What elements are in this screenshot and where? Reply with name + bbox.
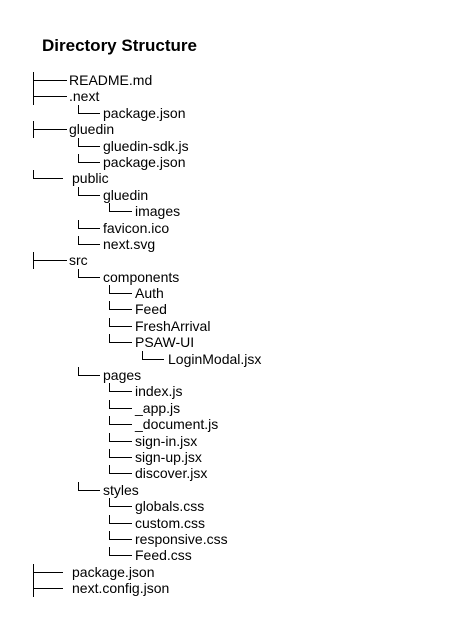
tree-connector xyxy=(109,301,132,317)
tree-connector xyxy=(109,433,132,449)
tree-connector xyxy=(109,449,132,465)
tree-connector xyxy=(78,367,100,383)
tree-item xyxy=(0,334,474,350)
tree-connector xyxy=(33,170,63,186)
tree-item-label: next.svg xyxy=(103,235,156,252)
tree-item xyxy=(0,547,474,563)
tree-connector xyxy=(109,383,132,399)
tree-item-label: next.config.json xyxy=(72,580,170,597)
tree-item xyxy=(0,154,474,170)
tree-item-label: Auth xyxy=(135,285,164,302)
tree-item xyxy=(0,236,474,252)
tree-item-label: README.md xyxy=(69,72,153,88)
tree-item xyxy=(0,498,474,514)
tree-connector xyxy=(78,220,100,236)
tree-item xyxy=(0,482,474,498)
tree-item xyxy=(0,383,474,399)
tree-item-label: responsive.css xyxy=(135,530,228,547)
tree-item xyxy=(0,88,474,104)
tree-item xyxy=(0,301,474,317)
tree-item-label: gluedin xyxy=(69,121,115,138)
tree-connector xyxy=(109,400,132,416)
directory-tree xyxy=(0,72,474,597)
tree-item-label: sign-in.jsx xyxy=(135,432,198,449)
tree-connector xyxy=(33,72,67,88)
tree-connector xyxy=(109,547,132,563)
tree-item xyxy=(0,105,474,121)
tree-connector xyxy=(33,564,63,580)
tree-item xyxy=(0,318,474,334)
tree-item-label: package.json xyxy=(72,563,155,580)
tree-item xyxy=(0,121,474,137)
tree-connector xyxy=(109,285,132,301)
tree-connector xyxy=(109,531,132,547)
tree-connector xyxy=(109,465,132,481)
tree-connector xyxy=(109,416,132,432)
tree-item-label: index.js xyxy=(135,383,183,400)
tree-item-label: sign-up.jsx xyxy=(135,448,202,465)
tree-item xyxy=(0,203,474,219)
tree-item-label: styles xyxy=(103,481,139,498)
tree-item-label: _document.js xyxy=(135,416,219,433)
tree-connector xyxy=(109,203,132,219)
tree-connector xyxy=(33,88,67,104)
tree-connector xyxy=(33,252,67,268)
tree-item-label: discover.jsx xyxy=(135,465,208,482)
tree-connector xyxy=(78,269,100,285)
tree-item xyxy=(0,220,474,236)
tree-item-label: favicon.ico xyxy=(103,219,170,236)
tree-connector xyxy=(142,351,164,367)
tree-item-label: package.json xyxy=(103,153,186,170)
tree-connector xyxy=(109,498,132,514)
tree-item xyxy=(0,564,474,580)
tree-connector xyxy=(33,580,63,596)
tree-item-label: Feed.css xyxy=(135,547,192,564)
tree-item-label: PSAW-UI xyxy=(135,334,195,351)
tree-item-label: Feed xyxy=(135,301,167,318)
tree-item xyxy=(0,580,474,596)
tree-item xyxy=(0,367,474,383)
tree-connector xyxy=(109,515,132,531)
tree-item xyxy=(0,187,474,203)
tree-connector xyxy=(33,121,67,137)
tree-connector xyxy=(78,236,100,252)
tree-connector xyxy=(109,334,132,350)
tree-item-label: gluedin-sdk.js xyxy=(103,137,189,154)
tree-item xyxy=(0,433,474,449)
tree-connector xyxy=(78,154,100,170)
tree-item-label: pages xyxy=(103,367,142,384)
tree-item xyxy=(0,416,474,432)
tree-connector xyxy=(78,105,100,121)
tree-item xyxy=(0,252,474,268)
tree-item-label: public xyxy=(72,170,109,187)
tree-item xyxy=(0,531,474,547)
tree-item-label: images xyxy=(135,203,181,220)
tree-item-label: .next xyxy=(69,88,100,105)
tree-item-label: components xyxy=(103,268,180,285)
tree-connector xyxy=(78,138,100,154)
tree-item-label: FreshArrival xyxy=(135,317,211,334)
tree-item xyxy=(0,170,474,186)
tree-connector xyxy=(78,482,100,498)
tree-item-label: globals.css xyxy=(135,498,205,515)
tree-item-label: gluedin xyxy=(103,186,149,203)
tree-item xyxy=(0,351,474,367)
tree-item-label: _app.js xyxy=(135,399,181,416)
tree-connector xyxy=(78,187,100,203)
tree-item xyxy=(0,465,474,481)
tree-connector xyxy=(109,318,132,334)
tree-item-label: custom.css xyxy=(135,514,206,531)
tree-item xyxy=(0,269,474,285)
tree-item xyxy=(0,72,474,88)
tree-item xyxy=(0,400,474,416)
tree-item-label: src xyxy=(69,252,88,269)
tree-item xyxy=(0,138,474,154)
tree-item-label: package.json xyxy=(103,104,186,121)
tree-item xyxy=(0,515,474,531)
tree-item xyxy=(0,449,474,465)
page-title: Directory Structure xyxy=(42,36,197,55)
tree-item xyxy=(0,285,474,301)
tree-item-label: LoginModal.jsx xyxy=(168,350,262,367)
